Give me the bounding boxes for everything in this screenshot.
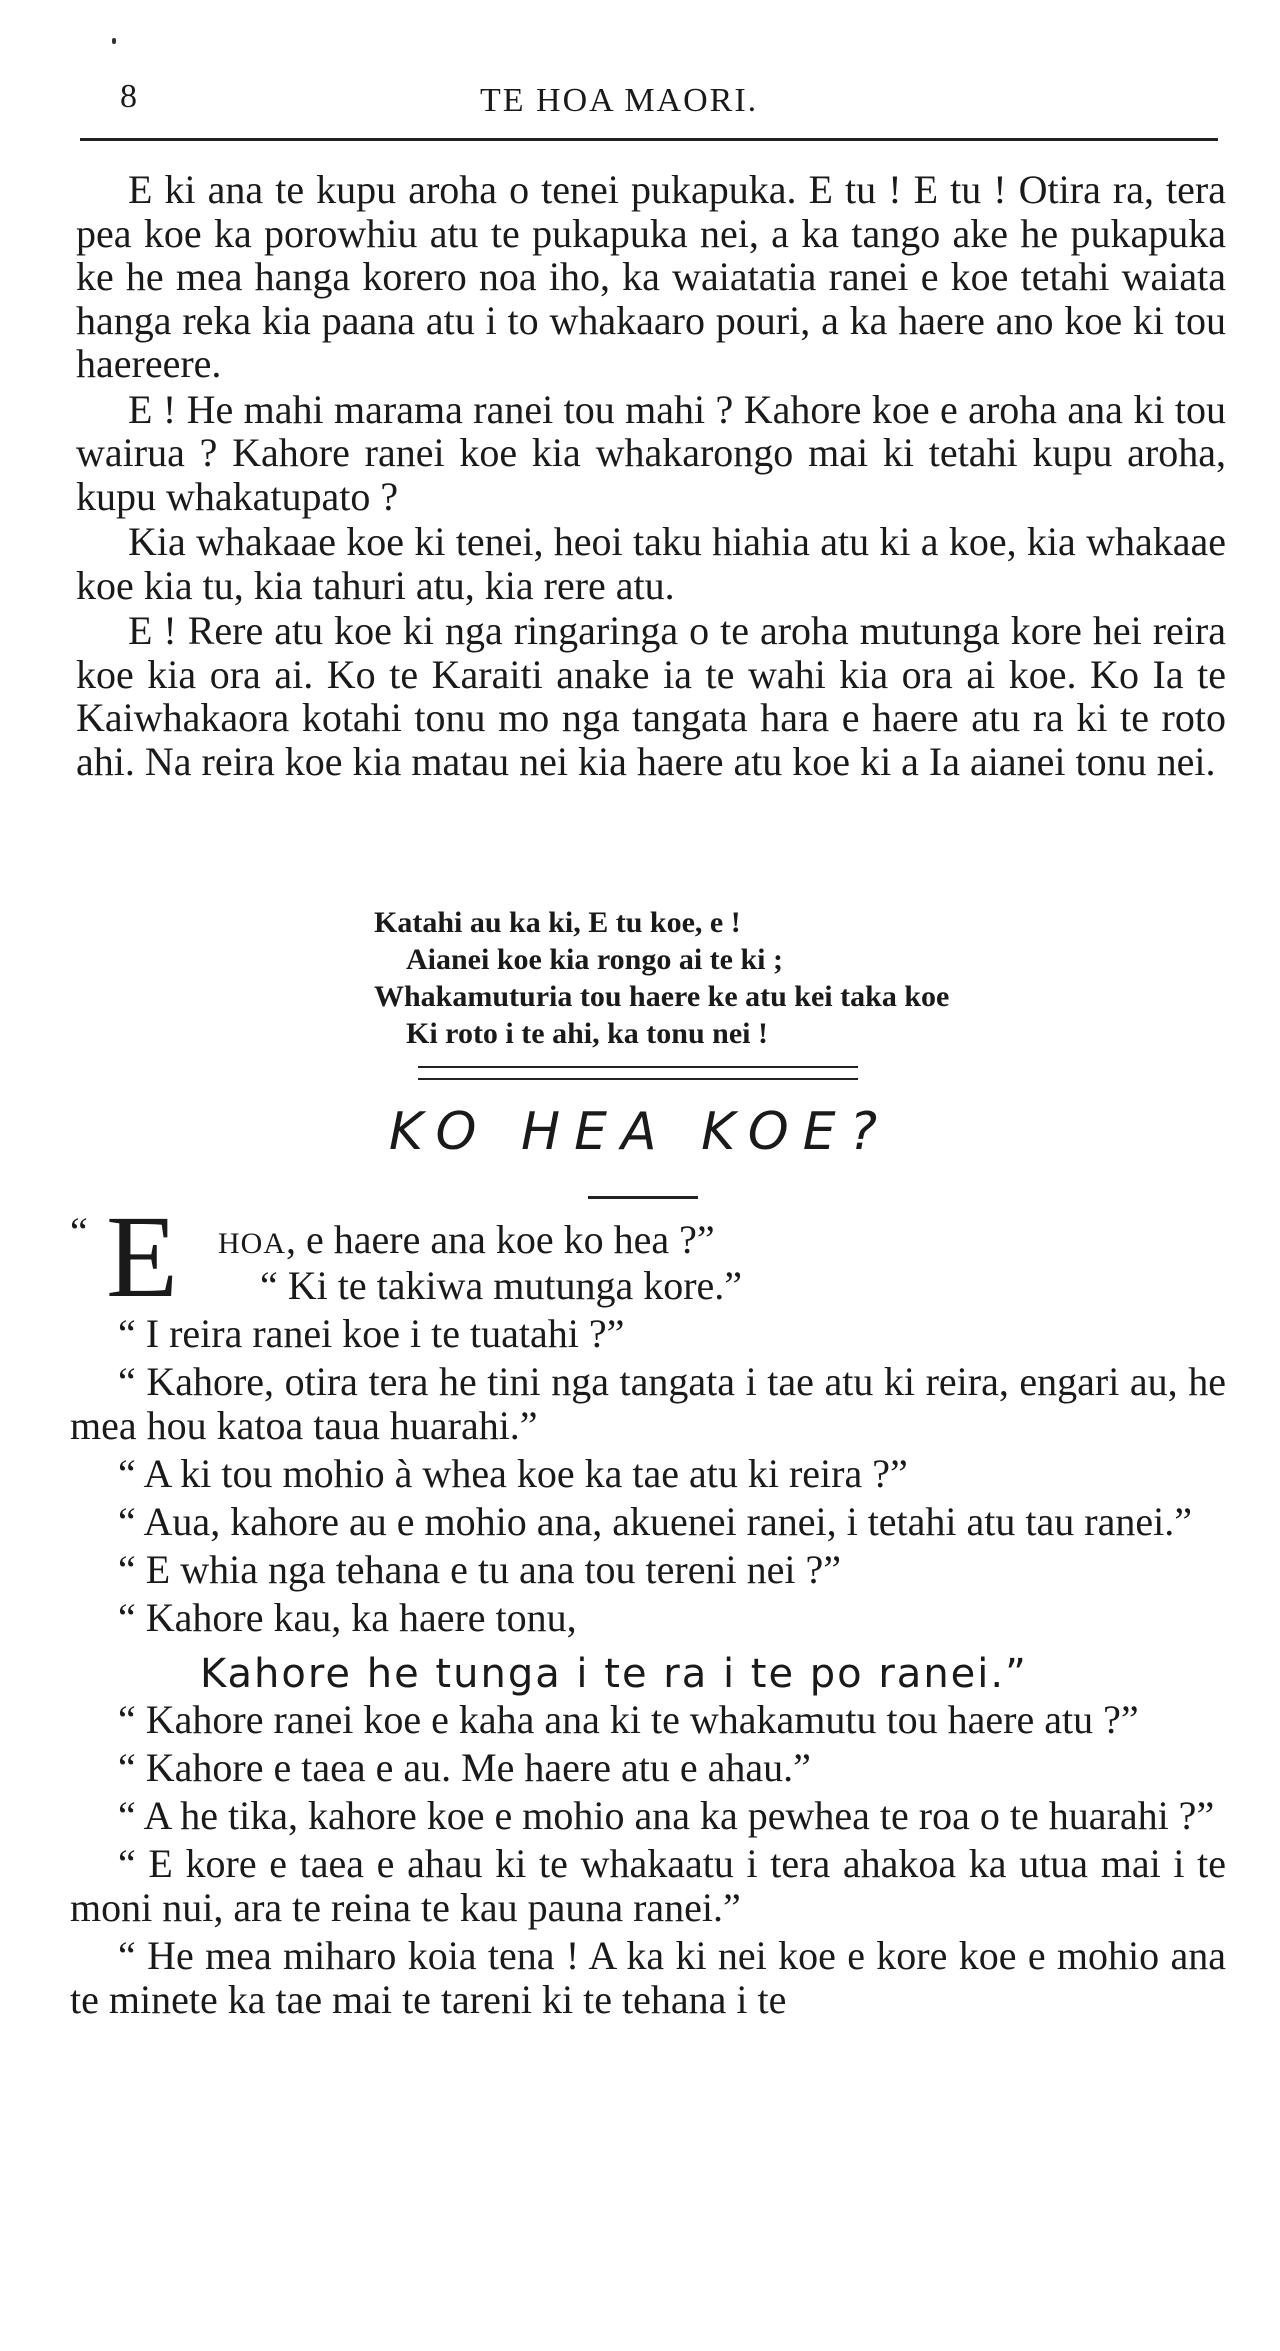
section-heading: KO HEA KOE? xyxy=(388,1102,892,1162)
sans-serif-line: Kahore he tunga i te ra i te po ranei.” xyxy=(200,1651,1028,1697)
opening-quote: “ xyxy=(70,1209,88,1254)
running-header xyxy=(120,78,1220,138)
verse-block xyxy=(374,904,1074,1052)
section-divider xyxy=(418,1066,858,1068)
dialogue-paragraph: “ E whia nga tehana e tu ana tou tereni nei ?” xyxy=(118,1547,841,1592)
header-rule xyxy=(80,138,1218,141)
intro-paragraph: Kia whakaae koe ki tenei, heoi taku hiahia atu ki a koe, kia whakaae koe kia tu, kia tahuri atu, kia rere atu. xyxy=(76,519,1226,608)
dialogue-paragraph: “ Kahore, otira tera he tini nga tangata i tae atu ki reira, engari au, he mea hou katoa taua huarahi.” xyxy=(70,1359,1226,1448)
page-number: 8 xyxy=(120,78,137,115)
second-line: “ Ki te takiwa mutunga kore.” xyxy=(260,1263,743,1308)
dialogue-text xyxy=(70,1191,1226,2022)
intro-paragraph: E ki ana te kupu aroha o tenei pukapuka. E tu ! E tu ! Otira ra, tera pea koe ka porowhiu atu te pukapuka nei, a ka tango ake he pukapuka ke he mea hanga korero noa iho, ka waiatatia ranei e koe tetahi waiata hanga reka kia paana atu i to whakaaro pouri, a ka haere ano koe ki tou haereere. xyxy=(76,167,1226,386)
verse-line: Ki roto i te ahi, ka tonu nei ! xyxy=(406,1017,768,1050)
running-title: TE HOA MAORI. xyxy=(480,82,759,119)
ink-speck xyxy=(112,38,116,44)
first-line xyxy=(218,1218,715,1266)
verse-line: Aianei koe kia rongo ai te ki ; xyxy=(406,943,783,976)
dialogue-paragraph: “ A he tika, kahore koe e mohio ana ka pewhea te roa o te huarahi ?” xyxy=(118,1793,1215,1838)
drop-cap: E xyxy=(106,1191,179,1322)
heading-rule xyxy=(588,1196,698,1199)
dialogue-paragraph: “ A ki tou mohio à whea koe ka tae atu ki reira ?” xyxy=(118,1451,908,1496)
section-divider xyxy=(418,1078,858,1080)
dialogue-paragraph: “ Aua, kahore au e mohio ana, akuenei ranei, i tetahi atu tau ranei.” xyxy=(118,1499,1192,1544)
verse-line: Katahi au ka ki, E tu koe, e ! xyxy=(374,906,741,939)
smallcaps-word: HOA xyxy=(218,1227,286,1260)
dialogue-paragraph: “ I reira ranei koe i te tuatahi ?” xyxy=(118,1311,625,1356)
dialogue-paragraph: “ He mea miharo koia tena ! A ka ki nei koe e kore koe e mohio ana te minete ka tae mai te tareni ki te tehana i te xyxy=(70,1933,1226,2022)
dialogue-paragraph: “ E kore e taea e ahau ki te whakaatu i tera ahakoa ka utua mai i te moni nui, ara te reina te kau pauna ranei.” xyxy=(70,1841,1226,1930)
dialogue-paragraph: “ Kahore ranei koe e kaha ana ki te whakamutu tou haere atu ?” xyxy=(118,1697,1139,1742)
intro-text xyxy=(76,168,1226,783)
intro-paragraph: E ! Rere atu koe ki nga ringaringa o te aroha mutunga kore hei reira koe kia ora ai. Ko te Karaiti anake ia te wahi kia ora ai koe. Ko Ia te Kaiwhakaora kotahi tonu mo nga tangata hara e haere atu ra ki te roto ahi. Na reira koe kia matau nei kia haere atu koe ki a Ia aianei tonu nei. xyxy=(76,608,1226,784)
first-line-rest: , e haere ana koe ko hea ?” xyxy=(286,1217,715,1262)
intro-paragraph: E ! He mahi marama ranei tou mahi ? Kahore koe e aroha ana ki tou wairua ? Kahore ranei koe kia whakarongo mai ki tetahi kupu aroha, kupu whakatupato ? xyxy=(76,386,1226,519)
verse-line: Whakamuturia tou haere ke atu kei taka koe xyxy=(374,980,950,1013)
dialogue-paragraph: “ Kahore kau, ka haere tonu, xyxy=(118,1595,577,1640)
opening-lines xyxy=(70,1191,1226,1322)
dialogue-paragraph: “ Kahore e taea e au. Me haere atu e ahau.” xyxy=(118,1745,811,1790)
